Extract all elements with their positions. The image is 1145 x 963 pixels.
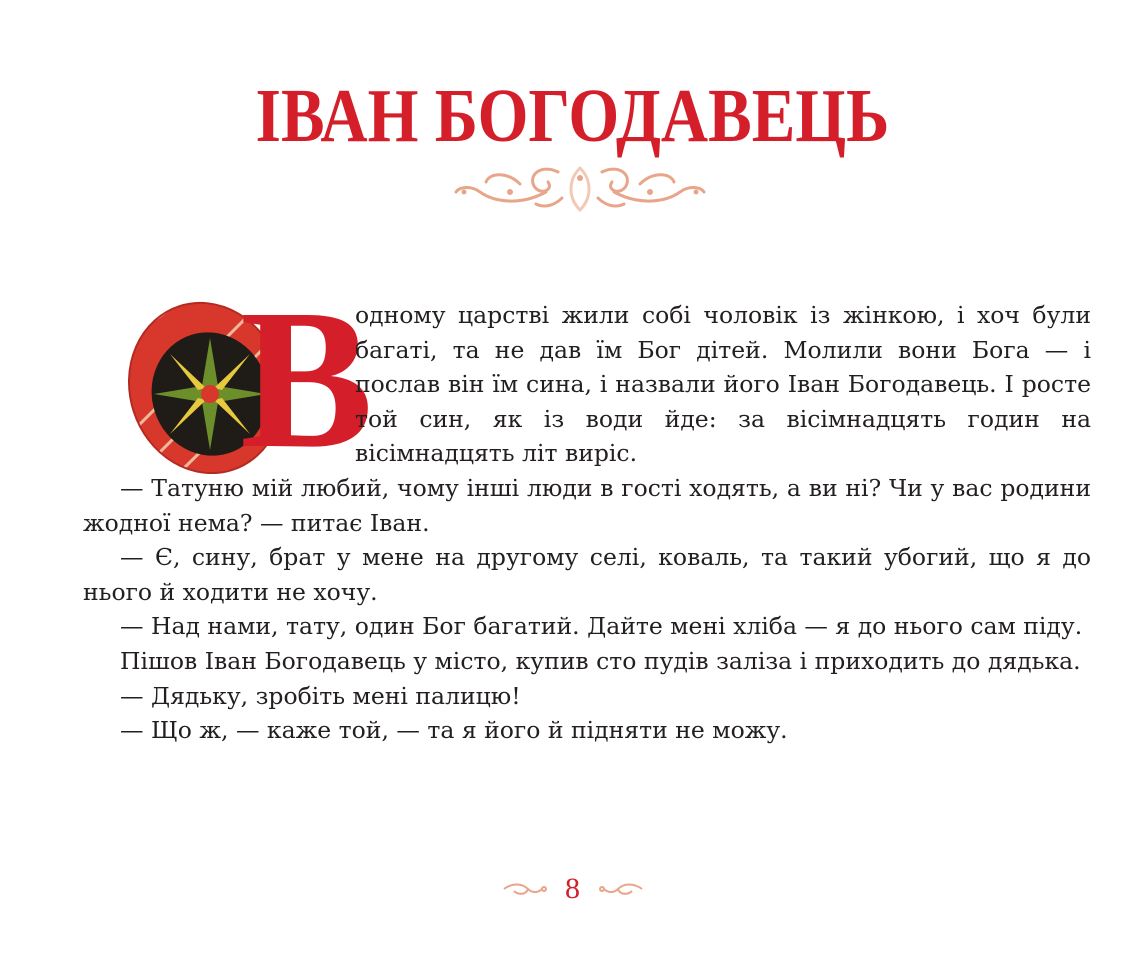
page-title: ІВАН БОГОДАВЕЦЬ [255, 74, 890, 158]
right-swirl-icon [598, 881, 644, 897]
story-text [83, 298, 1091, 748]
paragraph: — Татуню мій любий, чому інші люди в гості ходять, а ви ні? Чи у вас родини жодної нема? — питає Іван. [83, 473, 1091, 537]
page-number-footer [0, 870, 1145, 906]
drop-cap-letter: В [240, 269, 374, 490]
intro-paragraph: одному царстві жили собі чоловік із жінкою, і хоч були багаті, та не дав їм Бог дітей. Молили вони Бога — і послав він їм сина, і назвали його Іван Богодавець. І росте той син, як із води йде: за вісімнадцять годин на вісімнадцять літ виріс. [355, 301, 1091, 468]
paragraph: — Дядьку, зробіть мені палицю! [120, 681, 521, 710]
paragraph: Пішов Іван Богодавець у місто, купив сто пудів заліза і приходить до дядька. [120, 646, 1081, 675]
paragraph: — Над нами, тату, один Бог багатий. Дайте мені хліба — я до нього сам піду. [120, 612, 1083, 641]
paragraph: — Що ж, — каже той, — та я його й підняти не можу. [120, 716, 788, 745]
left-swirl-icon [502, 881, 548, 897]
page-number: 8 [565, 872, 580, 906]
floral-swirl-ornament-icon [450, 158, 710, 218]
paragraph: — Є, сину, брат у мене на другому селі, коваль, та такий убогий, що я до нього й ходити не хочу. [83, 543, 1091, 606]
